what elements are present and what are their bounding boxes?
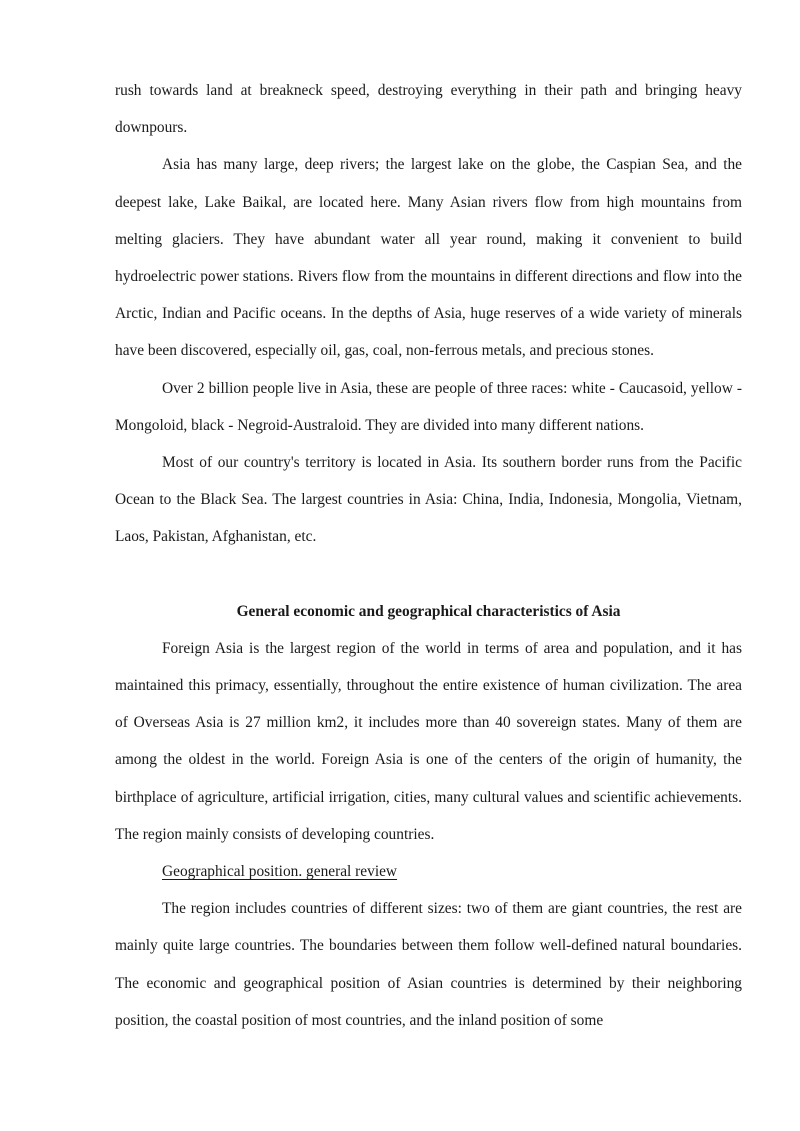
paragraph-territory: Most of our country's territory is located in Asia. Its southern border runs from the Pacific Ocean to the Black Sea. The largest countries in Asia: China, India, Indonesia, Mongolia, Vietnam, Laos, Pakistan, Afghanistan, etc.: [115, 454, 742, 546]
paragraph-continuation: rush towards land at breakneck speed, destroying everything in their path and bringing heavy downpours.: [115, 82, 742, 137]
paragraph-foreign-asia: Foreign Asia is the largest region of the world in terms of area and population, and it has maintained this primacy, essentially, throughout the entire existence of human civilization. The area of Overseas Asia is 27 million km2, it includes more than 40 sovereign states. Many of them are among the oldest in the world. Foreign Asia is one of the centers of the origin of humanity, the birthplace of agriculture, artificial irrigation, cities, many cultural values and scientific achievements. The region mainly consists of developing countries.: [115, 639, 742, 843]
section-heading: General economic and geographical characteristics of Asia: [236, 602, 621, 620]
paragraph-region-countries: The region includes countries of different sizes: two of them are giant countries, the rest are mainly quite large countries. The boundaries between them follow well-defined natural boundaries. The economic and geographical position of Asian countries is determined by their neighboring position, the coastal position of most countries, and the inland position of some: [115, 900, 742, 1029]
paragraph-rivers: Asia has many large, deep rivers; the largest lake on the globe, the Caspian Sea, and the deepest lake, Lake Baikal, are located here. Many Asian rivers flow from high mountains from melting glaciers. They have abundant water all year round, making it convenient to build hydroelectric power stations. Rivers flow from the mountains in different directions and flow into the Arctic, Indian and Pacific oceans. In the depths of Asia, huge reserves of a wide variety of minerals have been discovered, especially oil, gas, coal, non-ferrous metals, and precious stones.: [115, 156, 742, 360]
subheading-geographical-position: Geographical position. general review: [162, 863, 398, 881]
section-spacer: [115, 556, 742, 593]
paragraph-population: Over 2 billion people live in Asia, these are people of three races: white - Caucasoid, yellow - Mongoloid, black - Negroid-Australoid. They are divided into many different nations.: [115, 379, 742, 434]
